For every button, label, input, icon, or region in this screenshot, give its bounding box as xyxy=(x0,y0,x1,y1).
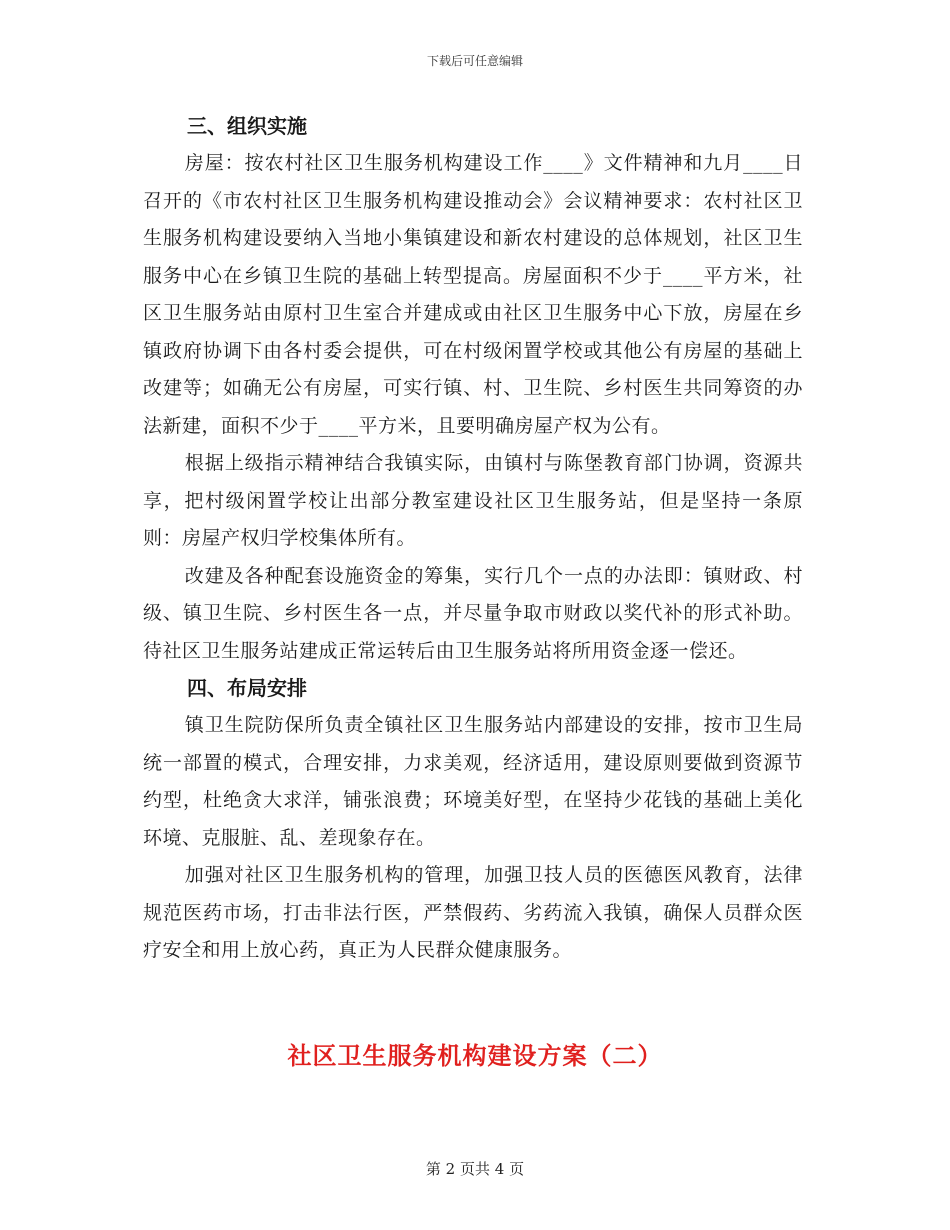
page-header: 下载后可任意编辑 xyxy=(426,54,523,68)
section-heading-organization: 三、组织实施 xyxy=(187,114,307,138)
paragraph-management: 加强对社区卫生服务机构的管理，加强卫技人员的医德医风教育，法律规范医药市场，打击非法行医，严禁假药、劣药流入我镇，确保人员群众医疗安全和用上放心药，真正为人民群众健康服务。 xyxy=(143,864,803,961)
paragraph-layout-arrangement: 镇卫生院防保所负责全镇社区卫生服务站内部建设的安排，按市卫生局统一部置的模式，合理安排，力求美观，经济适用，建设原则要做到资源节约型，杜绝贪大求洋，铺张浪费；环境美好型，在坚持少花钱的基础上美化环境、克服脏、乱、差现象存在。 xyxy=(143,714,803,849)
section-heading-layout: 四、布局安排 xyxy=(187,676,307,700)
next-document-title: 社区卫生服务机构建设方案（二） xyxy=(287,1042,663,1070)
paragraph-local-implementation: 根据上级指示精神结合我镇实际，由镇村与陈堡教育部门协调，资源共享，把村级闲置学校让出部分教室建设社区卫生服务站，但是坚持一条原则：房屋产权归学校集体所有。 xyxy=(143,452,803,549)
document-body xyxy=(143,108,803,970)
paragraph-housing: 房屋：按农村社区卫生服务机构建设工作____》文件精神和九月____日召开的《市农村社区卫生服务机构建设推动会》会议精神要求：农村社区卫生服务机构建设要纳入当地小集镇建设和新农村建设的总体规划，社区卫生服务中心在乡镇卫生院的基础上转型提高。房屋面积不少于____平方米，社区卫生服务站由原村卫生室合并建成或由社区卫生服务中心下放，房屋在乡镇政府协调下由各村委会提供，可在村级闲置学校或其他公有房屋的基础上改建等；如确无公有房屋，可实行镇、村、卫生院、乡村医生共同筹资的办法新建，面积不少于____平方米，且要明确房屋产权为公有。 xyxy=(143,152,803,437)
paragraph-funding: 改建及各种配套设施资金的筹集，实行几个一点的办法即：镇财政、村级、镇卫生院、乡村医生各一点，并尽量争取市财政以奖代补的形式补助。待社区卫生服务站建成正常运转后由卫生服务站将所用资金逐一偿还。 xyxy=(143,564,803,662)
page-footer: 第 2 页共 4 页 xyxy=(425,1160,525,1178)
